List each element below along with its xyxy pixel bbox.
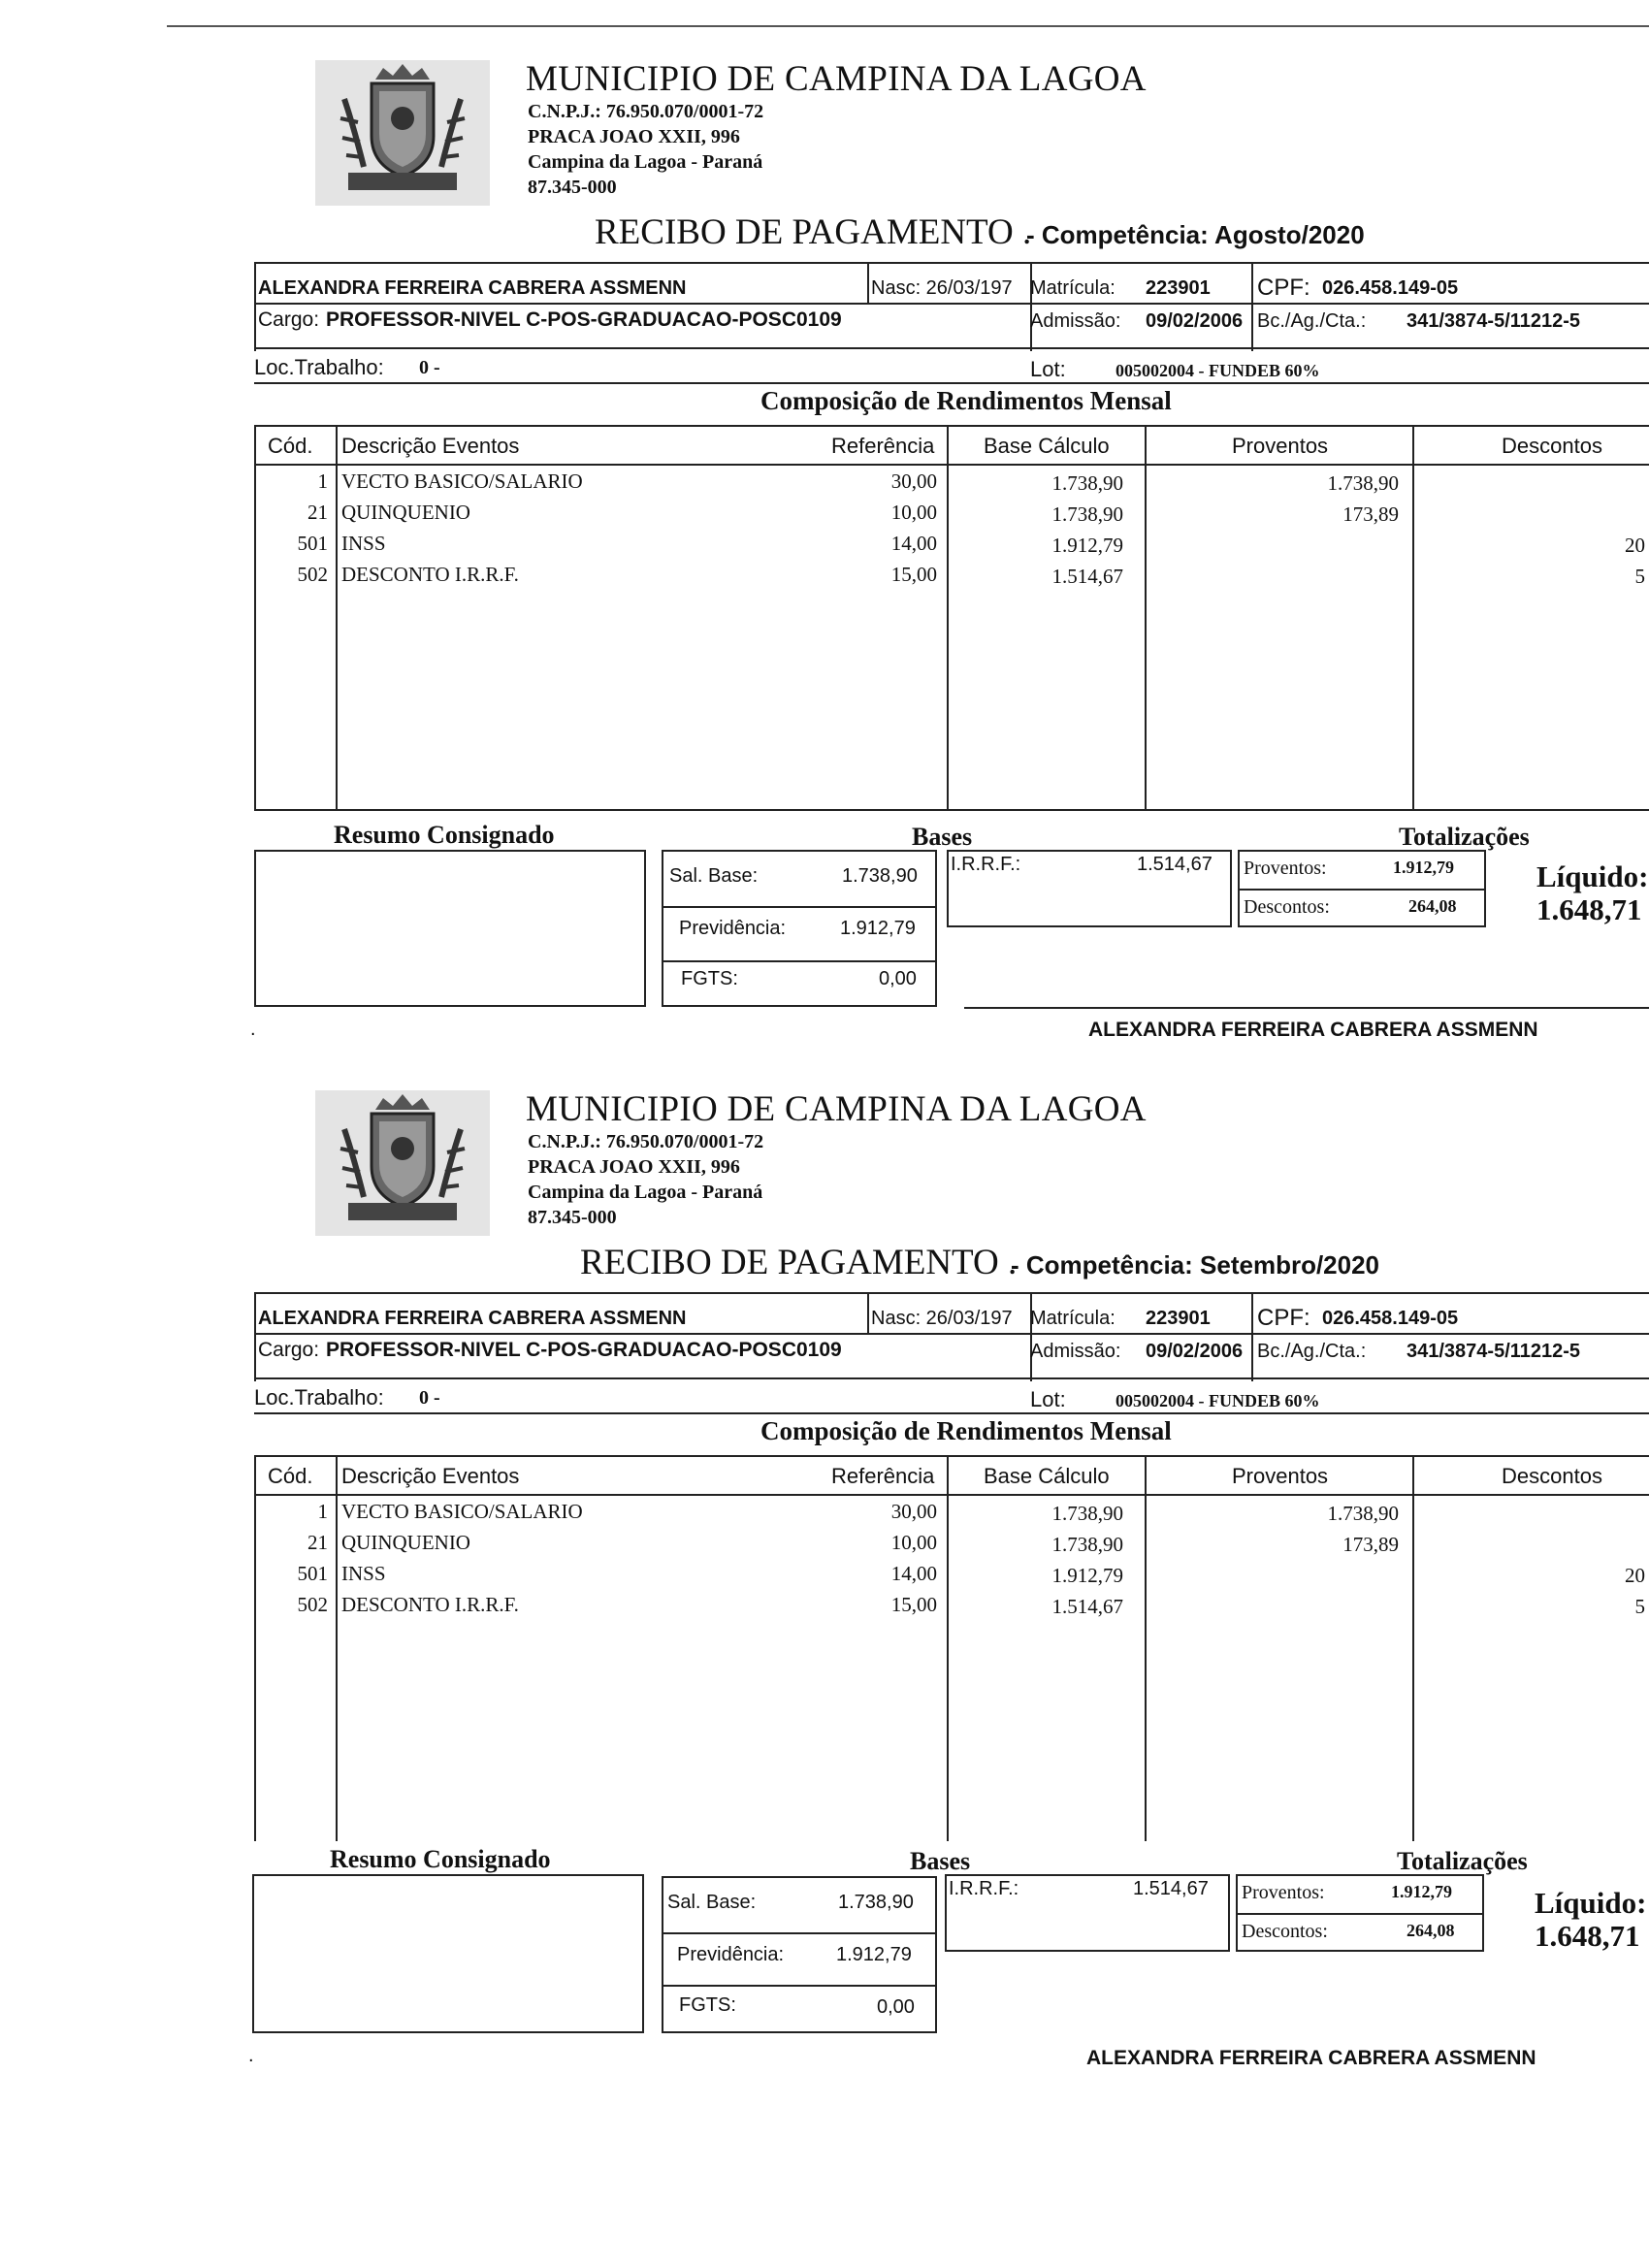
consigned-summary-box	[252, 1874, 644, 2033]
event-deduction: 20	[1625, 1564, 1645, 1587]
workplace-label: Loc.Trabalho:	[254, 1385, 384, 1409]
event-description: VECTO BASICO/SALARIO	[341, 1500, 583, 1523]
role-label: Cargo:	[258, 1339, 320, 1361]
table-column-line	[947, 425, 949, 811]
event-description: DESCONTO I.R.R.F.	[341, 563, 519, 586]
fgts-label: FGTS:	[679, 1994, 736, 2016]
irrf-label: I.R.R.F.:	[949, 1878, 1019, 1899]
signature-name: ALEXANDRA FERREIRA CABRERA ASSMENN	[1088, 1019, 1538, 1041]
base-salary-value: 1.738,90	[838, 1892, 914, 1913]
cpf-number: 026.458.149-05	[1322, 277, 1459, 299]
consigned-summary-title: Resumo Consignado	[334, 821, 555, 849]
registration-label: Matrícula:	[1030, 277, 1116, 299]
admission-label: Admissão:	[1030, 1341, 1121, 1362]
cnpj-text: C.N.P.J.: 76.950.070/0001-72	[528, 1131, 764, 1152]
fgts-label: FGTS:	[681, 968, 738, 989]
column-header-reference: Referência	[831, 1464, 935, 1488]
base-salary-label: Sal. Base:	[669, 865, 759, 887]
event-earnings: 173,89	[1342, 502, 1399, 526]
municipal-coat-of-arms-icon	[315, 60, 490, 206]
registration-number: 223901	[1146, 277, 1211, 299]
earnings-total-label: Proventos:	[1244, 858, 1327, 879]
net-pay-value: 1.648,71	[1536, 892, 1642, 926]
totals-row-divider	[1240, 889, 1484, 891]
lot-label: Lot:	[1030, 1387, 1066, 1411]
cnpj-text: C.N.P.J.: 76.950.070/0001-72	[528, 101, 764, 122]
event-reference: 15,00	[890, 563, 937, 586]
irrf-label: I.R.R.F.:	[951, 854, 1021, 875]
table-header-border	[254, 1494, 1649, 1496]
cep-text: 87.345-000	[528, 1207, 617, 1228]
table-bottom-border	[254, 809, 1649, 811]
event-base: 1.514,67	[1051, 1595, 1123, 1618]
consigned-summary-title: Resumo Consignado	[330, 1845, 551, 1873]
column-header-code: Cód.	[268, 434, 313, 458]
municipality-name: MUNICIPIO DE CAMPINA DA LAGOA	[526, 59, 1147, 99]
birth-date: Nasc: 26/03/197	[871, 1308, 1013, 1329]
event-deduction: 5	[1634, 565, 1645, 588]
info-divider	[1030, 1292, 1032, 1381]
role-value: PROFESSOR-NIVEL C-POS-GRADUACAO-POSC0109	[326, 308, 842, 331]
info-divider	[1251, 262, 1253, 351]
info-top-border	[254, 262, 1649, 264]
table-column-line	[1145, 1455, 1147, 1841]
column-header-base: Base Cálculo	[984, 434, 1110, 458]
event-reference: 14,00	[890, 532, 937, 555]
table-column-line	[947, 1455, 949, 1841]
column-header-earnings: Proventos	[1232, 1464, 1329, 1488]
bank-label: Bc./Ag./Cta.:	[1257, 1341, 1367, 1362]
event-deduction: 20	[1625, 534, 1645, 557]
earnings-total-label: Proventos:	[1242, 1882, 1325, 1903]
event-reference: 10,00	[890, 1531, 937, 1554]
bases-title: Bases	[910, 1847, 971, 1875]
column-header-deductions: Descontos	[1502, 434, 1602, 458]
deductions-total-value: 264,08	[1406, 1921, 1455, 1940]
info-left-border	[254, 262, 256, 351]
event-reference: 10,00	[890, 501, 937, 524]
bases-row-divider	[663, 1985, 935, 1987]
employee-name: ALEXANDRA FERREIRA CABRERA ASSMENN	[258, 277, 687, 299]
address-text: PRACA JOAO XXII, 996	[528, 1156, 740, 1178]
event-description: INSS	[341, 532, 386, 555]
bases-row-divider	[663, 906, 935, 908]
event-base: 1.738,90	[1051, 1533, 1123, 1556]
role-value: PROFESSOR-NIVEL C-POS-GRADUACAO-POSC0109	[326, 1339, 842, 1361]
net-pay-value: 1.648,71	[1535, 1919, 1640, 1953]
event-reference: 30,00	[890, 470, 937, 493]
info-divider	[1030, 262, 1032, 351]
city-text: Campina da Lagoa - Paraná	[528, 1182, 763, 1203]
event-base: 1.738,90	[1051, 502, 1123, 526]
event-reference: 15,00	[890, 1593, 937, 1616]
event-description: QUINQUENIO	[341, 501, 470, 524]
location-bottom-border	[254, 382, 1649, 384]
pension-value: 1.912,79	[840, 918, 916, 939]
column-header-earnings: Proventos	[1232, 434, 1329, 458]
municipality-name: MUNICIPIO DE CAMPINA DA LAGOA	[526, 1089, 1147, 1129]
event-description: QUINQUENIO	[341, 1531, 470, 1554]
bases-row-divider	[663, 1932, 935, 1934]
earnings-total-value: 1.912,79	[1391, 1882, 1452, 1901]
event-deduction: 5	[1634, 1595, 1645, 1618]
table-column-line	[254, 425, 256, 811]
column-header-description: Descrição Eventos	[341, 1464, 520, 1488]
pension-label: Previdência:	[677, 1944, 785, 1965]
receipt-title: RECIBO DE PAGAMENTO .	[580, 1243, 1018, 1282]
event-code: 21	[307, 1531, 328, 1554]
event-base: 1.738,90	[1051, 471, 1123, 495]
event-earnings: 173,89	[1342, 1533, 1399, 1556]
event-base: 1.912,79	[1051, 534, 1123, 557]
event-reference: 14,00	[890, 1562, 937, 1585]
deductions-total-value: 264,08	[1408, 896, 1457, 916]
event-code: 502	[297, 563, 328, 586]
info-row-border	[254, 1333, 1649, 1335]
table-column-line	[1145, 425, 1147, 811]
pension-value: 1.912,79	[836, 1944, 912, 1965]
bank-account: 341/3874-5/11212-5	[1406, 1341, 1581, 1362]
table-top-border	[254, 425, 1649, 427]
totals-title: Totalizações	[1397, 1847, 1528, 1875]
payslip-stub	[0, 0, 1649, 1041]
event-code: 21	[307, 501, 328, 524]
totals-title: Totalizações	[1399, 823, 1530, 851]
event-code: 502	[297, 1593, 328, 1616]
bases-row-divider	[663, 960, 935, 962]
cep-text: 87.345-000	[528, 177, 617, 198]
location-bottom-border	[254, 1412, 1649, 1414]
employee-name: ALEXANDRA FERREIRA CABRERA ASSMENN	[258, 1308, 687, 1329]
workplace-value: 0 -	[419, 1387, 440, 1409]
event-base: 1.912,79	[1051, 1564, 1123, 1587]
lot-label: Lot:	[1030, 357, 1066, 381]
event-earnings: 1.738,90	[1327, 1502, 1399, 1525]
column-header-reference: Referência	[831, 434, 935, 458]
table-column-line	[336, 1455, 338, 1841]
column-header-description: Descrição Eventos	[341, 434, 520, 458]
info-divider	[1251, 1292, 1253, 1381]
admission-date: 09/02/2006	[1146, 1341, 1244, 1362]
event-earnings: 1.738,90	[1327, 471, 1399, 495]
irrf-value: 1.514,67	[1133, 1878, 1209, 1899]
info-row-border	[254, 1377, 1649, 1379]
consigned-summary-box	[254, 850, 646, 1007]
city-text: Campina da Lagoa - Paraná	[528, 151, 763, 173]
table-header-border	[254, 464, 1649, 466]
dot-mark: .	[250, 1019, 256, 1040]
income-composition-title: Composição de Rendimentos Mensal	[760, 386, 1172, 415]
info-divider	[867, 262, 869, 305]
bases-title: Bases	[912, 823, 973, 851]
table-top-border	[254, 1455, 1649, 1457]
column-header-deductions: Descontos	[1502, 1464, 1602, 1488]
event-code: 501	[297, 1562, 328, 1585]
base-salary-value: 1.738,90	[842, 865, 918, 887]
cpf-number: 026.458.149-05	[1322, 1308, 1459, 1329]
admission-label: Admissão:	[1030, 310, 1121, 332]
event-code: 501	[297, 532, 328, 555]
event-base: 1.514,67	[1051, 565, 1123, 588]
event-base: 1.738,90	[1051, 1502, 1123, 1525]
workplace-value: 0 -	[419, 357, 440, 378]
competence-period: - Competência: Agosto/2020	[1026, 220, 1365, 249]
info-divider	[867, 1292, 869, 1335]
event-description: INSS	[341, 1562, 386, 1585]
column-header-code: Cód.	[268, 1464, 313, 1488]
admission-date: 09/02/2006	[1146, 310, 1244, 332]
table-column-line	[1412, 1455, 1414, 1841]
column-header-base: Base Cálculo	[984, 1464, 1110, 1488]
cpf-label: CPF:	[1257, 1305, 1310, 1331]
info-row-border	[254, 347, 1649, 349]
competence-period: - Competência: Setembro/2020	[1011, 1250, 1380, 1280]
irrf-value: 1.514,67	[1137, 854, 1212, 875]
net-pay-label: Líquido:	[1536, 859, 1649, 893]
base-salary-label: Sal. Base:	[667, 1892, 757, 1913]
registration-label: Matrícula:	[1030, 1308, 1116, 1329]
fgts-value: 0,00	[877, 1996, 915, 2018]
role-label: Cargo:	[258, 308, 320, 331]
municipal-coat-of-arms-icon	[315, 1090, 490, 1236]
birth-date: Nasc: 26/03/197	[871, 277, 1013, 299]
cpf-label: CPF:	[1257, 275, 1310, 301]
event-code: 1	[317, 470, 328, 493]
lot-value: 005002004 - FUNDEB 60%	[1116, 361, 1320, 380]
event-code: 1	[317, 1500, 328, 1523]
deductions-total-label: Descontos:	[1244, 896, 1330, 918]
table-column-line	[254, 1455, 256, 1841]
income-composition-title: Composição de Rendimentos Mensal	[760, 1416, 1172, 1445]
totals-row-divider	[1238, 1913, 1482, 1915]
deductions-total-label: Descontos:	[1242, 1921, 1328, 1942]
event-reference: 30,00	[890, 1500, 937, 1523]
table-column-line	[1412, 425, 1414, 811]
registration-number: 223901	[1146, 1308, 1211, 1329]
table-column-line	[336, 425, 338, 811]
pension-label: Previdência:	[679, 918, 787, 939]
earnings-total-value: 1.912,79	[1393, 858, 1454, 877]
info-top-border	[254, 1292, 1649, 1294]
signature-line	[964, 1007, 1649, 1009]
address-text: PRACA JOAO XXII, 996	[528, 126, 740, 147]
info-row-border	[254, 303, 1649, 305]
fgts-value: 0,00	[879, 968, 917, 989]
bank-label: Bc./Ag./Cta.:	[1257, 310, 1367, 332]
workplace-label: Loc.Trabalho:	[254, 355, 384, 379]
dot-mark: .	[248, 2045, 254, 2066]
event-description: VECTO BASICO/SALARIO	[341, 470, 583, 493]
bank-account: 341/3874-5/11212-5	[1406, 310, 1581, 332]
payslip-stub	[0, 1030, 1649, 2069]
lot-value: 005002004 - FUNDEB 60%	[1116, 1391, 1320, 1410]
net-pay-label: Líquido:	[1535, 1886, 1647, 1920]
info-left-border	[254, 1292, 256, 1381]
event-description: DESCONTO I.R.R.F.	[341, 1593, 519, 1616]
signature-name: ALEXANDRA FERREIRA CABRERA ASSMENN	[1086, 2047, 1536, 2069]
receipt-title: RECIBO DE PAGAMENTO .	[595, 212, 1032, 252]
